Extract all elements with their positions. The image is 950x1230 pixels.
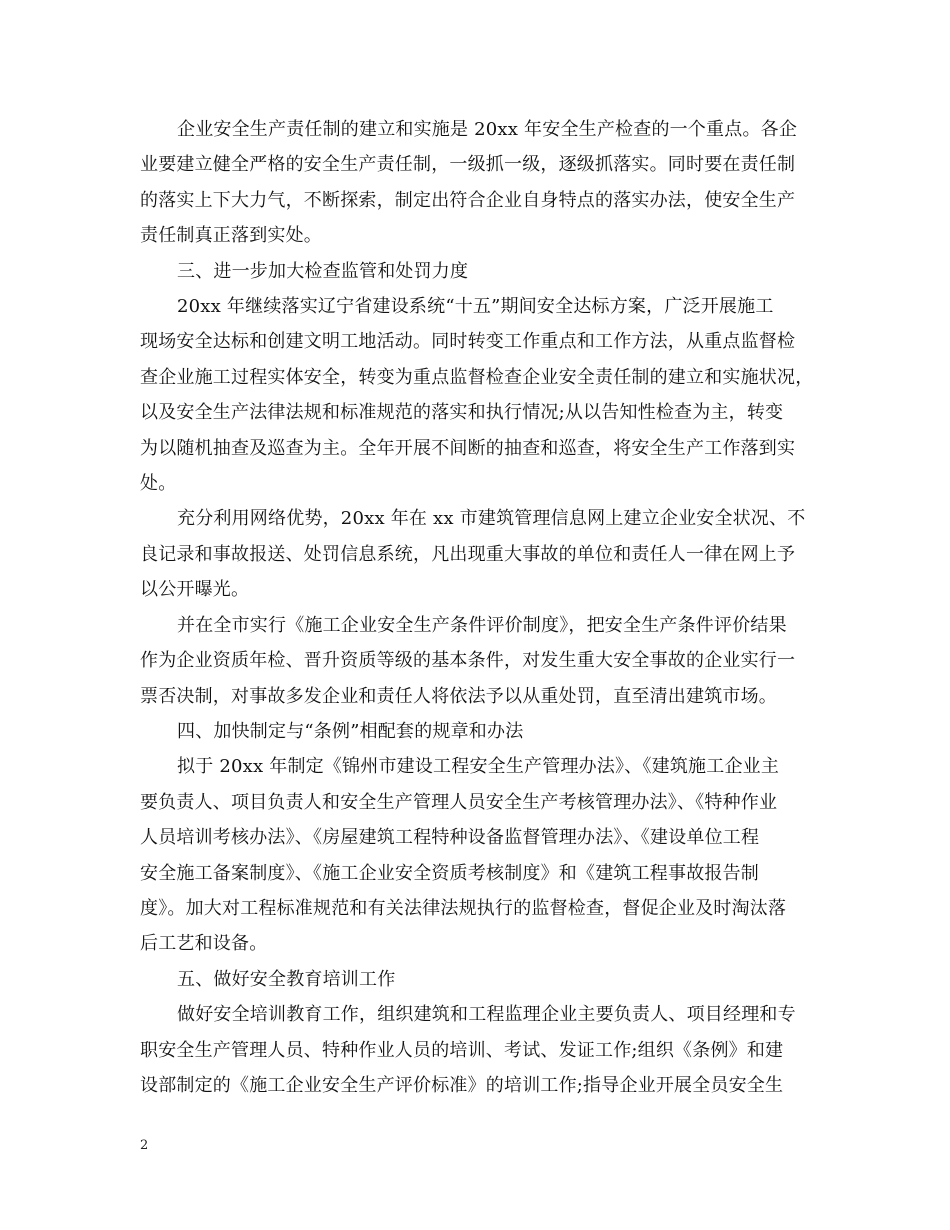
text-line: 作为企业资质年检、晋升资质等级的基本条件，对发生重大安全事故的企业实行一 bbox=[140, 650, 796, 672]
text-line: 以公开曝光。 bbox=[140, 579, 250, 601]
text-line: 拟于 20xx 年制定《锦州市建设工程安全生产管理办法》、《建筑施工企业主 bbox=[177, 756, 780, 778]
text-line: 良记录和事故报送、处罚信息系统，凡出现重大事故的单位和责任人一律在网上予 bbox=[140, 543, 796, 565]
text-line: 责任制真正落到实处。 bbox=[140, 225, 322, 247]
text-line: 三、进一步加大检查监管和处罚力度 bbox=[177, 260, 469, 282]
text-line: 职安全生产管理人员、特种作业人员的培训、考试、发证工作;组织《条例》和建 bbox=[140, 1039, 784, 1061]
text-line: 业要建立健全严格的安全生产责任制，一级抓一级，逐级抓落实。同时要在责任制 bbox=[140, 154, 796, 176]
text-line: 企业安全生产责任制的建立和实施是 20xx 年安全生产检查的一个重点。各企 bbox=[177, 119, 798, 140]
text-line: 为以随机抽查及巡查为主。全年开展不间断的抽查和巡查，将安全生产工作落到实 bbox=[140, 437, 796, 459]
text-line: 充分利用网络优势，20xx 年在 xx 市建筑管理信息网上建立企业安全状况、不 bbox=[177, 508, 806, 530]
text-line: 并在全市实行《施工企业安全生产条件评价制度》，把安全生产条件评价结果 bbox=[177, 614, 787, 636]
text-line: 做好安全培训教育工作，组织建筑和工程监理企业主要负责人、项目经理和专 bbox=[177, 1004, 796, 1026]
text-line: 要负责人、项目负责人和安全生产管理人员安全生产考核管理办法》、《特种作业 bbox=[140, 791, 778, 813]
text-line: 现场安全达标和创建文明工地活动。同时转变工作重点和工作方法，从重点监督检 bbox=[140, 331, 796, 353]
section-heading bbox=[140, 714, 816, 749]
text-line: 的落实上下大力气，不断探索，制定出符合企业自身特点的落实办法，使安全生产 bbox=[140, 189, 796, 211]
body-paragraph bbox=[140, 749, 816, 961]
section-heading bbox=[140, 962, 816, 997]
text-line: 处。 bbox=[140, 473, 177, 495]
text-line: 安全施工备案制度》、《施工企业安全资质考核制度》和《建筑工程事故报告制 bbox=[140, 862, 759, 884]
text-line: 设部制定的《施工企业安全生产评价标准》的培训工作;指导企业开展全员安全生 bbox=[140, 1074, 784, 1096]
text-line: 五、做好安全教育培训工作 bbox=[177, 968, 396, 990]
text-line: 人员培训考核办法》、《房屋建筑工程特种设备监督管理办法》、《建设单位工程 bbox=[140, 827, 760, 849]
body-paragraph bbox=[140, 112, 816, 254]
text-line: 后工艺和设备。 bbox=[140, 933, 268, 955]
document-body bbox=[140, 112, 816, 1103]
text-line: 票否决制，对事故多发企业和责任人将依法予以从重处罚，直至清出建筑市场。 bbox=[140, 685, 777, 707]
body-paragraph bbox=[140, 501, 816, 607]
text-line: 查企业施工过程实体安全，转变为重点监督检查企业安全责任制的建立和实施状况， bbox=[140, 366, 814, 388]
text-line: 20xx 年继续落实辽宁省建设系统“十五”期间安全达标方案，广泛开展施工 bbox=[177, 296, 774, 318]
page-number: 2 bbox=[140, 1138, 149, 1153]
section-heading bbox=[140, 254, 816, 289]
body-paragraph bbox=[140, 608, 816, 714]
text-line: 四、加快制定与“条例”相配套的规章和办法 bbox=[177, 720, 524, 742]
body-paragraph bbox=[140, 997, 816, 1103]
text-line: 度》。加大对工程标准规范和有关法律法规执行的监督检查，督促企业及时淘汰落 bbox=[140, 897, 787, 919]
body-paragraph bbox=[140, 289, 816, 501]
text-line: 以及安全生产法律法规和标准规范的落实和执行情况;从以告知性检查为主，转变 bbox=[140, 402, 784, 424]
